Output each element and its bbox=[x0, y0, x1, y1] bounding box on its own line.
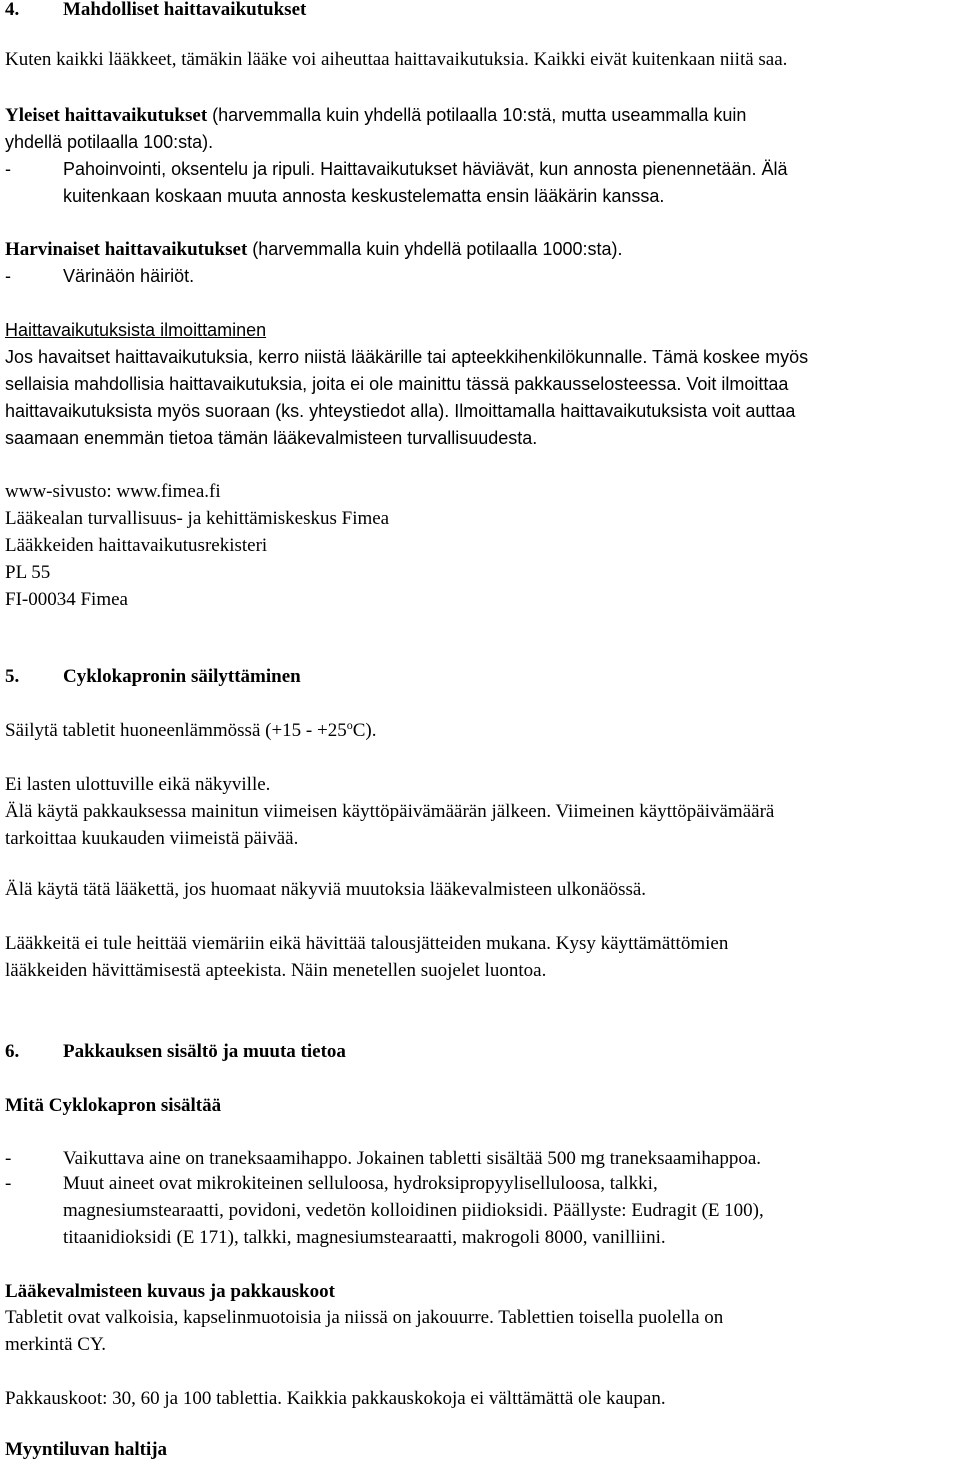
appearance-heading: Lääkevalmisteen kuvaus ja pakkauskoot bbox=[5, 1281, 335, 1302]
section-title: Mahdolliset haittavaikutukset bbox=[63, 0, 307, 20]
degree-sign: o bbox=[346, 718, 353, 732]
other-ingredients-cont: magnesiumstearaatti, povidoni, vedetön kolloidinen piidioksidi. Päällyste: Eudragit (E 100), bbox=[63, 1200, 764, 1221]
address-line: PL 55 bbox=[5, 562, 51, 583]
storage-text-main: Säilytä tabletit huoneenlämmössä (+15 - +25 bbox=[5, 720, 347, 741]
pack-sizes-text: Pakkauskoot: 30, 60 ja 100 tablettia. Kaikkia pakkauskokoja ei välttämättä ole kaupan. bbox=[5, 1388, 666, 1409]
list-dash: - bbox=[5, 266, 11, 286]
website-line: www-sivusto: www.fimea.fi bbox=[5, 481, 221, 502]
appearance-text-line: Tabletit ovat valkoisia, kapselinmuotoisia ja niissä on jakouurre. Tablettien toisella puolella on bbox=[5, 1307, 724, 1328]
common-note: Haittavaikutukset häviävät, kun annosta pienennetään. Älä bbox=[315, 159, 788, 179]
list-dash: - bbox=[5, 1148, 12, 1169]
intro-text: Kuten kaikki lääkkeet, tämäkin lääke voi aiheuttaa haittavaikutuksia. Kaikki eivät kuitenkaan niitä saa. bbox=[5, 49, 788, 70]
rare-symptom: Värinäön häiriöt. bbox=[63, 266, 195, 286]
expiry-text-line: Älä käytä pakkauksessa mainitun viimeisen käyttöpäivämäärän jälkeen. Viimeinen käyttöpäivämäärä bbox=[5, 801, 775, 822]
contains-heading: Mitä Cyklokapron sisältää bbox=[5, 1095, 222, 1116]
disposal-text-line: Lääkkeitä ei tule heittää viemäriin eikä hävittää talousjätteiden mukana. Kysy käyttämättömien bbox=[5, 933, 729, 954]
common-item bbox=[5, 157, 787, 181]
appearance-text-line: merkintä CY. bbox=[5, 1334, 106, 1355]
common-effects-line bbox=[5, 103, 746, 128]
storage-text-end: C). bbox=[352, 720, 377, 741]
reporting-text-line: saamaan enemmän tietoa tämän lääkevalmisteen turvallisuudesta. bbox=[5, 428, 538, 448]
reporting-heading: Haittavaikutuksista ilmoittaminen bbox=[5, 320, 267, 340]
rare-item bbox=[5, 264, 194, 288]
address-line: FI-00034 Fimea bbox=[5, 589, 128, 610]
list-dash: - bbox=[5, 1173, 12, 1194]
storage-text bbox=[5, 719, 376, 743]
other-ingredients-text: Muut aineet ovat mikrokiteinen selluloosa, hydroksipropyyliselluloosa, talkki, bbox=[63, 1173, 658, 1194]
other-ingredients-cont: titaanidioksidi (E 171), talkki, magnesiumstearaatti, makrogoli 8000, vanilliini. bbox=[63, 1227, 666, 1248]
address-line: Lääkealan turvallisuus- ja kehittämiskeskus Fimea bbox=[5, 508, 390, 529]
rare-frequency: (harvemmalla kuin yhdellä potilaalla 1000:sta). bbox=[247, 239, 623, 259]
section-5-heading bbox=[5, 665, 301, 689]
reporting-text-line: haittavaikutuksista myös suoraan (ks. yhteystiedot alla). Ilmoittamalla haittavaikutuksista voit auttaa bbox=[5, 401, 796, 421]
section-number: 5. bbox=[5, 666, 20, 687]
section-title: Pakkauksen sisältö ja muuta tietoa bbox=[63, 1041, 346, 1062]
common-symptoms: Pahoinvointi, oksentelu ja ripuli. bbox=[63, 159, 316, 179]
children-warning: Ei lasten ulottuville eikä näkyville. bbox=[5, 774, 271, 795]
rare-effects-line bbox=[5, 237, 622, 262]
common-effects-heading: Yleiset haittavaikutukset bbox=[5, 105, 208, 126]
address-line: Lääkkeiden haittavaikutusrekisteri bbox=[5, 535, 268, 556]
section-4-heading bbox=[5, 0, 306, 22]
section-number: 6. bbox=[5, 1041, 20, 1062]
active-ingredient-item bbox=[5, 1147, 761, 1171]
common-frequency: (harvemmalla kuin yhdellä potilaalla 10:stä, mutta useammalla kuin bbox=[207, 105, 747, 125]
mah-heading: Myyntiluvan haltija bbox=[5, 1439, 168, 1460]
common-frequency-cont: yhdellä potilaalla 100:sta). bbox=[5, 132, 214, 152]
disposal-text-line: lääkkeiden hävittämisestä apteekista. Näin menetellen suojelet luontoa. bbox=[5, 960, 547, 981]
visible-changes-text: Älä käytä tätä lääkettä, jos huomaat näkyviä muutoksia lääkevalmisteen ulkonäössä. bbox=[5, 879, 647, 900]
section-6-heading bbox=[5, 1040, 346, 1064]
expiry-text-line: tarkoittaa kuukauden viimeistä päivää. bbox=[5, 828, 299, 849]
rare-effects-heading: Harvinaiset haittavaikutukset bbox=[5, 239, 248, 260]
reporting-text-line: sellaisia mahdollisia haittavaikutuksia, joita ei ole mainittu tässä pakkausselosteessa. Voit ilmoittaa bbox=[5, 374, 789, 394]
reporting-text-line: Jos havaitset haittavaikutuksia, kerro niistä lääkärille tai apteekkihenkilökunnalle. Tämä koskee myös bbox=[5, 347, 809, 367]
common-note-cont: kuitenkaan koskaan muuta annosta keskustelematta ensin lääkärin kanssa. bbox=[63, 186, 665, 206]
active-ingredient-text: Vaikuttava aine on traneksaamihappo. Jokainen tabletti sisältää 500 mg traneksaamihappoa. bbox=[63, 1148, 762, 1169]
section-title: Cyklokapronin säilyttäminen bbox=[63, 666, 301, 687]
other-ingredients-item bbox=[5, 1172, 658, 1196]
list-dash: - bbox=[5, 159, 11, 179]
section-number: 4. bbox=[5, 0, 20, 20]
